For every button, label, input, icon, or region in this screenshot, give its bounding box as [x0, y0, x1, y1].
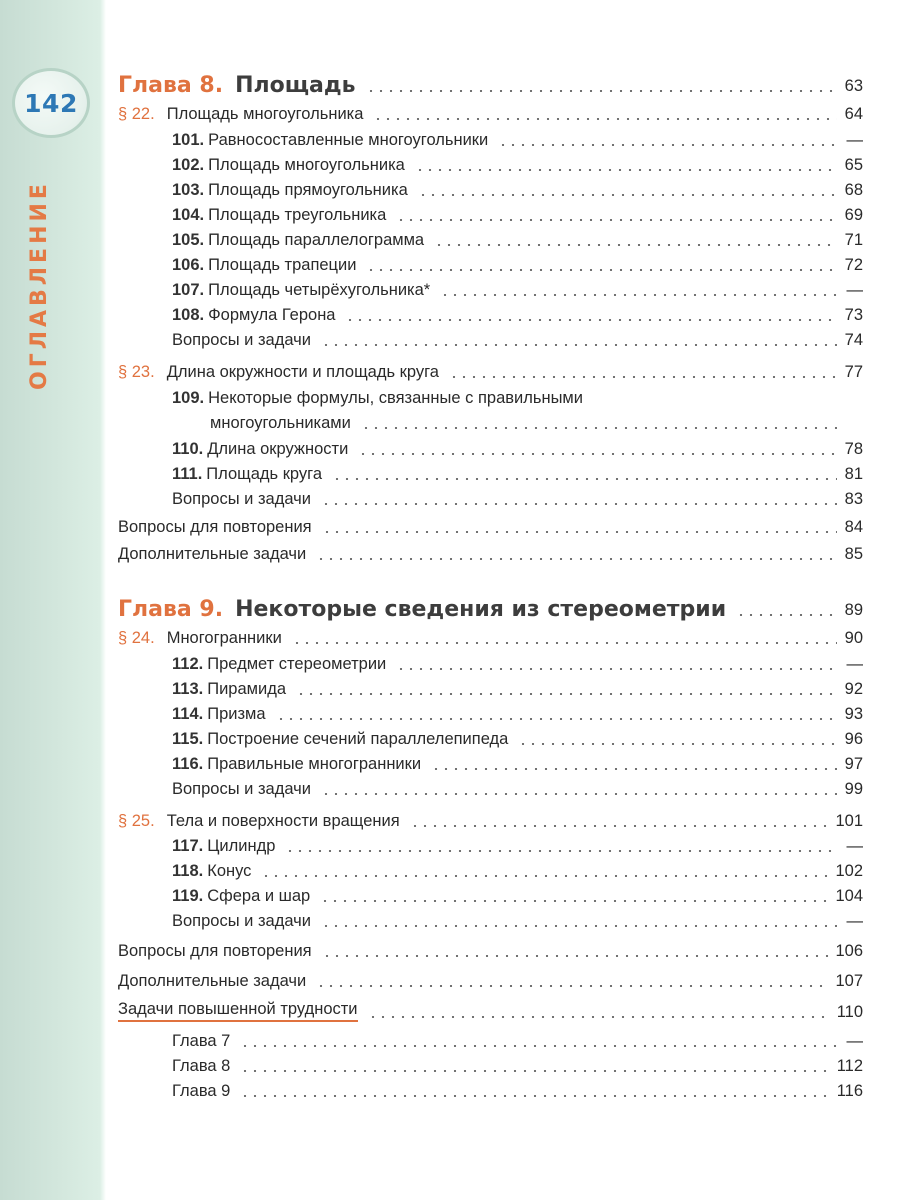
dot-leader: [518, 743, 837, 745]
dot-leader: [320, 900, 829, 902]
toc-item[interactable]: [172, 748, 863, 774]
paragraph-title: Тела и поверхности вращения: [166, 812, 400, 830]
toc-item[interactable]: [172, 224, 863, 250]
toc-paragraph-24[interactable]: [118, 622, 863, 648]
toc-item[interactable]: [172, 1075, 863, 1101]
page-ref: 97: [844, 755, 863, 773]
page-ref: 107: [835, 972, 863, 990]
page-ref: —: [846, 131, 863, 149]
item-title: Конус: [207, 862, 252, 880]
item-title: Вопросы для повторения: [118, 518, 312, 536]
dot-leader: [368, 1016, 831, 1018]
page-ref: 96: [844, 730, 863, 748]
toc-questions[interactable]: [172, 773, 863, 799]
dot-leader: [240, 1045, 837, 1047]
toc-item[interactable]: [172, 648, 863, 674]
chapter-title: Некоторые сведения из стереометрии: [235, 597, 727, 622]
dot-leader: [396, 219, 837, 221]
page-ref: 89: [844, 601, 863, 619]
item-number: 101.: [172, 131, 205, 149]
item-number: 112.: [172, 655, 204, 673]
item-title: Равносоставленные многоугольники: [208, 131, 489, 149]
paragraph-title: Площадь многоугольника: [166, 105, 364, 123]
toc-item[interactable]: [172, 249, 863, 275]
item-title: Формула Герона: [208, 306, 336, 324]
page-ref: —: [846, 837, 863, 855]
toc-item[interactable]: [172, 673, 863, 699]
item-title: Задачи повышенной трудности: [118, 999, 358, 1022]
page-ref: 69: [844, 206, 863, 224]
dot-leader: [332, 478, 837, 480]
toc-paragraph-25[interactable]: [118, 805, 863, 831]
page-ref: —: [846, 1032, 863, 1050]
item-title: Площадь четырёхугольника*: [208, 281, 431, 299]
page-ref: 84: [844, 518, 863, 536]
toc-item[interactable]: [172, 880, 863, 906]
dot-leader: [292, 642, 837, 644]
dot-leader: [276, 718, 837, 720]
item-number: 102.: [172, 156, 205, 174]
item-number: 113.: [172, 680, 204, 698]
item-title: Предмет стереометрии: [207, 655, 387, 673]
dot-leader: [321, 344, 837, 346]
toc-item[interactable]: [172, 830, 863, 856]
item-number: 111.: [172, 465, 203, 483]
dot-leader: [415, 169, 837, 171]
dot-leader: [316, 558, 837, 560]
item-title: Площадь круга: [206, 465, 322, 483]
toc-item[interactable]: [172, 149, 863, 175]
paragraph-number: § 23.: [118, 363, 155, 381]
dot-leader: [321, 925, 837, 927]
toc-item[interactable]: [172, 1025, 863, 1051]
page-number: 142: [24, 89, 78, 118]
toc-questions[interactable]: [172, 324, 863, 350]
page-ref: 110: [836, 1003, 863, 1021]
page-ref: 63: [844, 77, 863, 95]
page-ref: 64: [844, 105, 863, 123]
toc-item[interactable]: [172, 124, 863, 150]
page-ref: 78: [844, 440, 863, 458]
page-ref: 83: [844, 490, 863, 508]
dot-leader: [396, 668, 837, 670]
paragraph-number: § 24.: [118, 629, 155, 647]
dot-leader: [366, 90, 837, 92]
toc-item[interactable]: [172, 855, 863, 881]
item-title: Глава 7: [172, 1032, 231, 1050]
toc-chapter-9[interactable]: [118, 586, 863, 620]
dot-leader: [498, 144, 837, 146]
dot-leader: [345, 319, 837, 321]
paragraph-number: § 25.: [118, 812, 155, 830]
page-ref: 92: [844, 680, 863, 698]
toc-item[interactable]: [172, 382, 863, 408]
item-title: Дополнительные задачи: [118, 545, 307, 563]
toc-item[interactable]: [172, 1050, 863, 1076]
chapter-label: Глава 9.: [118, 597, 224, 622]
paragraph-title: Длина окружности и площадь круга: [166, 363, 439, 381]
page-ref: 74: [844, 331, 863, 349]
item-number: 118.: [172, 862, 204, 880]
toc-questions[interactable]: [172, 905, 863, 931]
toc-chapter-8[interactable]: [118, 62, 863, 96]
item-title: Дополнительные задачи: [118, 972, 307, 990]
page-number-badge: [12, 68, 90, 138]
item-number: 119.: [172, 887, 204, 905]
item-title: Построение сечений параллелепипеда: [207, 730, 509, 748]
page-ref: 77: [844, 363, 863, 381]
item-number: 115.: [172, 730, 204, 748]
dot-leader: [418, 194, 837, 196]
item-title-continued: многоугольниками: [210, 414, 351, 432]
toc-paragraph-23[interactable]: [118, 356, 863, 382]
page-ref: 102: [835, 862, 863, 880]
toc-item-continued[interactable]: [210, 407, 863, 433]
dot-leader: [321, 793, 837, 795]
dot-leader: [316, 985, 829, 987]
item-title: Правильные многогранники: [207, 755, 422, 773]
toc-extra-problems[interactable]: [118, 538, 863, 564]
page-ref: 72: [844, 256, 863, 274]
page-ref: 101: [835, 812, 863, 830]
page-ref: 73: [844, 306, 863, 324]
dot-leader: [434, 244, 837, 246]
page-ref: —: [846, 281, 863, 299]
item-title: Глава 9: [172, 1082, 231, 1100]
dot-leader: [296, 693, 837, 695]
item-title: Вопросы и задачи: [172, 490, 311, 508]
page-ref: 68: [844, 181, 863, 199]
toc-review-questions[interactable]: [118, 511, 863, 537]
item-title: Вопросы и задачи: [172, 780, 311, 798]
item-title: Вопросы и задачи: [172, 912, 311, 930]
toc-questions[interactable]: [172, 483, 863, 509]
dot-leader: [431, 768, 837, 770]
page-ref: 104: [835, 887, 863, 905]
page-ref: 85: [844, 545, 863, 563]
item-number: 117.: [172, 837, 204, 855]
dot-leader: [358, 453, 837, 455]
dot-leader: [440, 294, 837, 296]
sidebar-edge: [100, 0, 106, 1200]
item-title: Площадь трапеции: [208, 256, 357, 274]
item-number: 108.: [172, 306, 205, 324]
page-ref: 71: [844, 231, 863, 249]
dot-leader: [373, 118, 837, 120]
dot-leader: [736, 614, 837, 616]
page-ref: 81: [844, 465, 863, 483]
item-number: 114.: [172, 705, 204, 723]
item-title: Некоторые формулы, связанные с правильными: [208, 389, 583, 407]
dot-leader: [261, 875, 829, 877]
item-title: Площадь треугольника: [208, 206, 387, 224]
toc-item[interactable]: [172, 458, 863, 484]
page-ref: 112: [836, 1057, 863, 1075]
toc-item[interactable]: [172, 199, 863, 225]
item-title: Цилиндр: [207, 837, 276, 855]
dot-leader: [366, 269, 837, 271]
item-title: Вопросы для повторения: [118, 942, 312, 960]
toc-paragraph-22[interactable]: [118, 98, 863, 124]
item-title: Площадь параллелограмма: [208, 231, 425, 249]
item-number: 107.: [172, 281, 205, 299]
section-title: ОГЛАВЛЕНИЕ: [27, 180, 52, 390]
toc-item[interactable]: [172, 174, 863, 200]
dot-leader: [322, 955, 830, 957]
toc-extra-problems[interactable]: [118, 965, 863, 991]
dot-leader: [285, 850, 837, 852]
dot-leader: [240, 1070, 830, 1072]
chapter-title: Площадь: [235, 73, 356, 98]
dot-leader: [449, 376, 837, 378]
item-number: 104.: [172, 206, 205, 224]
item-number: 109.: [172, 389, 205, 407]
toc-hard-problems[interactable]: [118, 996, 863, 1022]
item-number: 110.: [172, 440, 204, 458]
dot-leader: [321, 503, 837, 505]
item-number: 106.: [172, 256, 205, 274]
item-title: Призма: [207, 705, 266, 723]
toc-item[interactable]: [172, 698, 863, 724]
page-ref: 65: [844, 156, 863, 174]
toc-item[interactable]: [172, 723, 863, 749]
toc-item[interactable]: [172, 274, 863, 300]
dot-leader: [240, 1095, 830, 1097]
dot-leader: [322, 531, 837, 533]
item-number: 116.: [172, 755, 204, 773]
page-ref: 99: [844, 780, 863, 798]
item-number: 103.: [172, 181, 205, 199]
paragraph-title: Многогранники: [166, 629, 282, 647]
item-title: Площадь многоугольника: [208, 156, 405, 174]
item-title: Длина окружности: [207, 440, 349, 458]
dot-leader: [410, 825, 830, 827]
toc-item[interactable]: [172, 433, 863, 459]
page-ref: —: [846, 912, 863, 930]
item-title: Пирамида: [207, 680, 287, 698]
toc-review-questions[interactable]: [118, 935, 863, 961]
paragraph-number: § 22.: [118, 105, 155, 123]
item-title: Площадь прямоугольника: [208, 181, 408, 199]
page-ref: 93: [844, 705, 863, 723]
toc-item[interactable]: [172, 299, 863, 325]
page-ref: 106: [835, 942, 863, 960]
page-ref: —: [846, 655, 863, 673]
page-ref: 90: [844, 629, 863, 647]
item-number: 105.: [172, 231, 205, 249]
chapter-label: Глава 8.: [118, 73, 224, 98]
item-title: Сфера и шар: [207, 887, 311, 905]
item-title: Глава 8: [172, 1057, 231, 1075]
item-title: Вопросы и задачи: [172, 331, 311, 349]
dot-leader: [361, 427, 837, 429]
page-ref: 116: [836, 1082, 863, 1100]
